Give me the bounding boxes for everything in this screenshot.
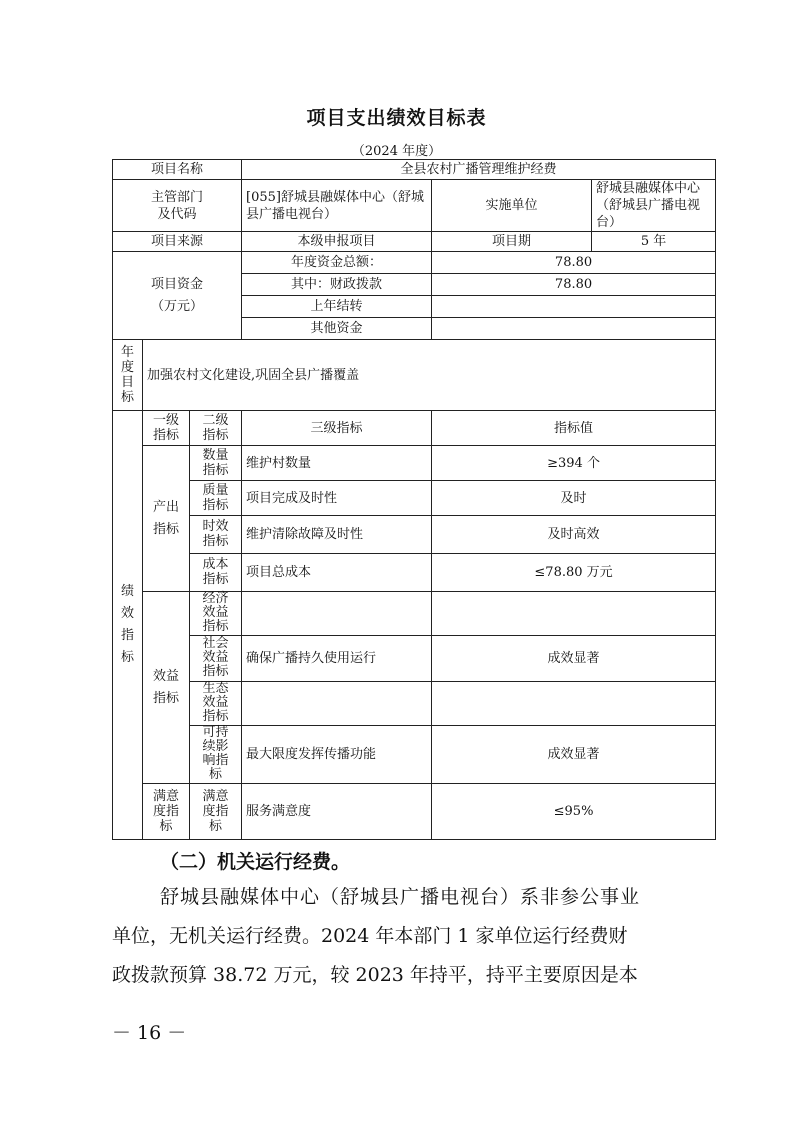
output-l3: 维护清除故障及时性 <box>242 516 432 554</box>
effect-value: 成效显著 <box>432 636 716 682</box>
output-l2: 时效指标 <box>190 516 242 554</box>
page-title: 项目支出绩效目标表 <box>306 107 487 129</box>
header-l3: 三级指标 <box>242 411 432 446</box>
period-label: 项目期 <box>432 232 592 252</box>
output-l2: 质量指标 <box>190 481 242 516</box>
header-value: 指标值 <box>432 411 716 446</box>
fund-row-label: 其中：财政拨款 <box>242 274 432 296</box>
satisfaction-value: ≤95% <box>432 784 716 840</box>
dept-label: 主管部门及代码 <box>113 180 242 232</box>
satisfaction-l2: 满意度指标 <box>190 784 242 840</box>
effect-value <box>432 592 716 636</box>
section-heading: （二）机关运行经费。 <box>160 851 351 873</box>
impl-label: 实施单位 <box>432 180 592 232</box>
satisfaction-l1: 满意度指标 <box>143 784 190 840</box>
project-name-value: 全县农村广播管理维护经费 <box>242 160 716 180</box>
period-value: 5 年 <box>592 232 716 252</box>
paragraph-line: 政拨款预算 38.72 万元，较 2023 年持平，持平主要原因是本 <box>112 964 638 986</box>
satisfaction-l3: 服务满意度 <box>242 784 432 840</box>
output-l3: 项目总成本 <box>242 554 432 592</box>
performance-goal-table <box>112 159 716 840</box>
paragraph-line: 舒城县融媒体中心（舒城县广播电视台）系非参公事业 <box>160 886 641 908</box>
fund-row-label: 年度资金总额： <box>242 252 432 274</box>
output-l3: 项目完成及时性 <box>242 481 432 516</box>
output-value: 及时 <box>432 481 716 516</box>
fund-row-value: 78.80 <box>432 252 716 274</box>
source-value: 本级申报项目 <box>242 232 432 252</box>
output-l2: 数量指标 <box>190 446 242 481</box>
year-label: （2024 年度） <box>351 144 442 159</box>
header-l1: 一级指标 <box>143 411 190 446</box>
effect-l2: 可持续影响指标 <box>190 726 242 784</box>
effect-l3 <box>242 682 432 726</box>
effect-value <box>432 682 716 726</box>
effect-l2: 经济效益指标 <box>190 592 242 636</box>
paragraph-line: 单位，无机关运行经费。2024 年本部门 1 家单位运行经费财 <box>112 925 628 947</box>
effect-label: 效益指标 <box>143 592 190 784</box>
project-name-label: 项目名称 <box>113 160 242 180</box>
perf-label: 绩效指标 <box>113 411 143 840</box>
fund-row-value: 78.80 <box>432 274 716 296</box>
page-number: － 16 － <box>112 1022 187 1044</box>
effect-value: 成效显著 <box>432 726 716 784</box>
output-label: 产出指标 <box>143 446 190 592</box>
output-value: ≥394 个 <box>432 446 716 481</box>
effect-l2: 生态效益指标 <box>190 682 242 726</box>
effect-l3: 确保广播持久使用运行 <box>242 636 432 682</box>
output-l2: 成本指标 <box>190 554 242 592</box>
effect-l3 <box>242 592 432 636</box>
output-value: 及时高效 <box>432 516 716 554</box>
fund-label: 项目资金（万元） <box>113 252 242 340</box>
annual-goal-label: 年度目标 <box>113 340 143 411</box>
dept-value: [055]舒城县融媒体中心（舒城县广播电视台） <box>242 180 432 232</box>
fund-row-value <box>432 296 716 318</box>
annual-goal-value: 加强农村文化建设,巩固全县广播覆盖 <box>143 340 716 411</box>
fund-row-label: 上年结转 <box>242 296 432 318</box>
fund-row-label: 其他资金 <box>242 318 432 340</box>
output-l3: 维护村数量 <box>242 446 432 481</box>
header-l2: 二级指标 <box>190 411 242 446</box>
source-label: 项目来源 <box>113 232 242 252</box>
effect-l3: 最大限度发挥传播功能 <box>242 726 432 784</box>
effect-l2: 社会效益指标 <box>190 636 242 682</box>
fund-row-value <box>432 318 716 340</box>
impl-value: 舒城县融媒体中心（舒城县广播电视台） <box>592 180 716 232</box>
output-value: ≤78.80 万元 <box>432 554 716 592</box>
